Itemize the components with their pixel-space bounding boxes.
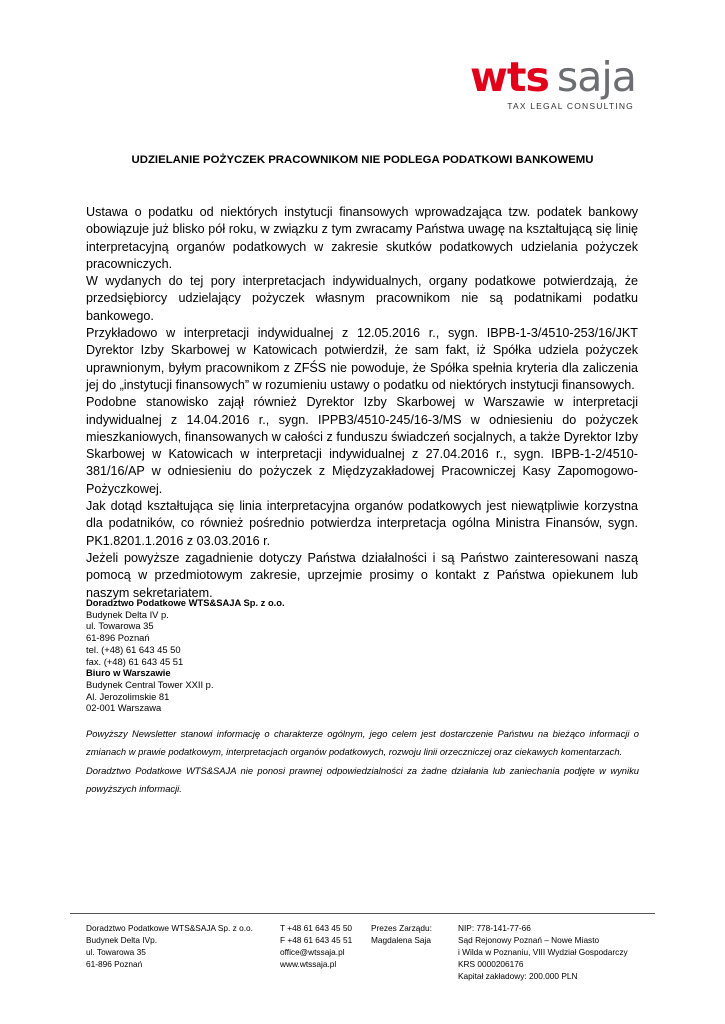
contact-line: 61-896 Poznań <box>86 632 150 644</box>
logo-tagline: TAX LEGAL CONSULTING <box>507 101 634 111</box>
paragraph-intro: Ustawa o podatku od niektórych instytucji finansowych wprowadzająca tzw. podatek bankowy obowiązuje już blisko pół roku, w związku z tym zwracamy Państwa uwagę na kształtującą się linię interpretacyjną organów podatkowych w zakresie skutków podatkowych udzielania pożyczek pracowniczych. <box>86 205 638 271</box>
article-body <box>86 204 638 602</box>
contact-line: Budynek Central Tower XXII p. <box>86 678 214 690</box>
footer-line: Budynek Delta IVp. <box>86 935 158 946</box>
company-logo <box>470 54 640 114</box>
footer-line: Doradztwo Podatkowe WTS&SAJA Sp. z o.o. <box>86 923 253 933</box>
contact-company: Doradztwo Podatkowe WTS&SAJA Sp. z o.o. <box>86 597 285 608</box>
footer-line: Magdalena Saja <box>371 935 431 946</box>
logo-wts: wts <box>470 53 549 101</box>
contact-warsaw-heading: Biuro w Warszawie <box>86 667 171 679</box>
footer-line: i Wilda w Poznaniu, VIII Wydział Gospodarczy <box>458 947 628 958</box>
footer-management <box>371 922 432 946</box>
contact-line: Al. Jerozolimskie 81 <box>86 690 170 702</box>
paragraph-findings: W wydanych do tej pory interpretacjach indywidualnych, organy podatkowe potwierdzają, że przedsiębiorcy udzielający pożyczek własnym pracownikom nie są podatnikami podatku bankowego. <box>86 274 638 323</box>
disclaimer-paragraph: Powyższy Newsletter stanowi informację o charakterze ogólnym, jego celem jest dostarczenie Państwu na bieżąco informacji o zmianach w prawie podatkowym, interpretacjach organów podatkowych, rozwoju linii orzeczniczej oraz ciekawych komentarzach. <box>86 728 639 758</box>
logo-saja: saja <box>556 53 636 101</box>
footer-contact <box>280 922 352 970</box>
footer-line: KRS 0000206176 <box>458 959 524 970</box>
paragraph-contact-request: Jeżeli powyższe zagadnienie dotyczy Państwa działalności i są Państwo zainteresowani naszą pomocą w przedmiotowym zakresie, uprzejmie prosimy o kontakt z Państwa opiekunem lub naszym sekretariatem. <box>86 550 638 600</box>
footer-phone: T +48 61 643 45 50 <box>280 923 353 933</box>
footer-line: ul. Towarowa 35 <box>86 947 146 958</box>
footer-line: NIP: 778-141-77-66 <box>458 923 531 933</box>
footer-email: office@wtssaja.pl <box>280 947 345 958</box>
contact-line: ul. Towarowa 35 <box>86 620 154 632</box>
footer-line: Kapitał zakładowy: 200.000 PLN <box>458 971 578 982</box>
footer-line: Sąd Rejonowy Poznań – Nowe Miasto <box>458 935 600 946</box>
paragraph-conclusion: Jak dotąd kształtująca się linia interpretacyjna organów podatkowych jest niewątpliwie korzystna dla podatników, co również pośrednio potwierdza interpretacja ogólna Ministra Finansów, sygn. PK1.8201.1.2016 z 03.03.2016 r. <box>86 499 638 548</box>
contact-line: Budynek Delta IV p. <box>86 608 169 620</box>
paragraph-example-katowice: Przykładowo w interpretacji indywidualnej z 12.05.2016 r., sygn. IBPB-1-3/4510-253/16/JKT Dyrektor Izby Skarbowej w Katowicach potwierdził, że sam fakt, iż Spółka udziela pożyczek uprawnionym, byłym pracownikom z ZFŚS nie powoduje, że Spółka spełnia kryteria dla zaliczenia jej do „instytucji finansowych” w rozumieniu ustawy o podatku od niektórych instytucji finansowych. <box>86 326 638 392</box>
footer-registration <box>458 922 628 982</box>
footer-divider <box>70 913 655 914</box>
footer-address <box>86 922 253 970</box>
footer-fax: F +48 61 643 45 51 <box>280 935 353 946</box>
contact-line: 02-001 Warszawa <box>86 702 162 714</box>
contact-fax: fax. (+48) 61 643 45 51 <box>86 655 184 667</box>
disclaimer-paragraph: Doradztwo Podatkowe WTS&SAJA nie ponosi prawnej odpowiedzialności za żadne działania lub zaniechania podjęte w wyniku powyższych informacji. <box>86 764 639 794</box>
document-title: UDZIELANIE POŻYCZEK PRACOWNIKOM NIE PODLEGA PODATKOWI BANKOWEMU <box>131 154 594 166</box>
logo-wordmark <box>470 54 636 100</box>
footer-line: Prezes Zarządu: <box>371 923 432 933</box>
contact-block <box>86 597 285 714</box>
disclaimer <box>86 725 639 798</box>
footer-line: 61-896 Poznań <box>86 959 143 970</box>
paragraph-example-warszawa: Podobne stanowisko zajął również Dyrektor Izby Skarbowej w Warszawie w interpretacji indywidualnej z 14.04.2016 r., sygn. IPPB3/4510-245/16-3/MS w odniesieniu do pożyczek mieszkaniowych, finansowanych w całości z funduszu świadczeń socjalnych, a także Dyrektor Izby Skarbowej w Katowicach w interpretacji indywidualnej z 27.04.2016 r., sygn. IBPB-1-2/4510-381/16/AP w odniesieniu do pożyczek z Międzyzakładowej Pracowniczej Kasy Zapomogowo-Pożyczkowej. <box>86 395 638 496</box>
contact-phone: tel. (+48) 61 643 45 50 <box>86 643 181 655</box>
footer-website: www.wtssaja.pl <box>280 959 337 970</box>
